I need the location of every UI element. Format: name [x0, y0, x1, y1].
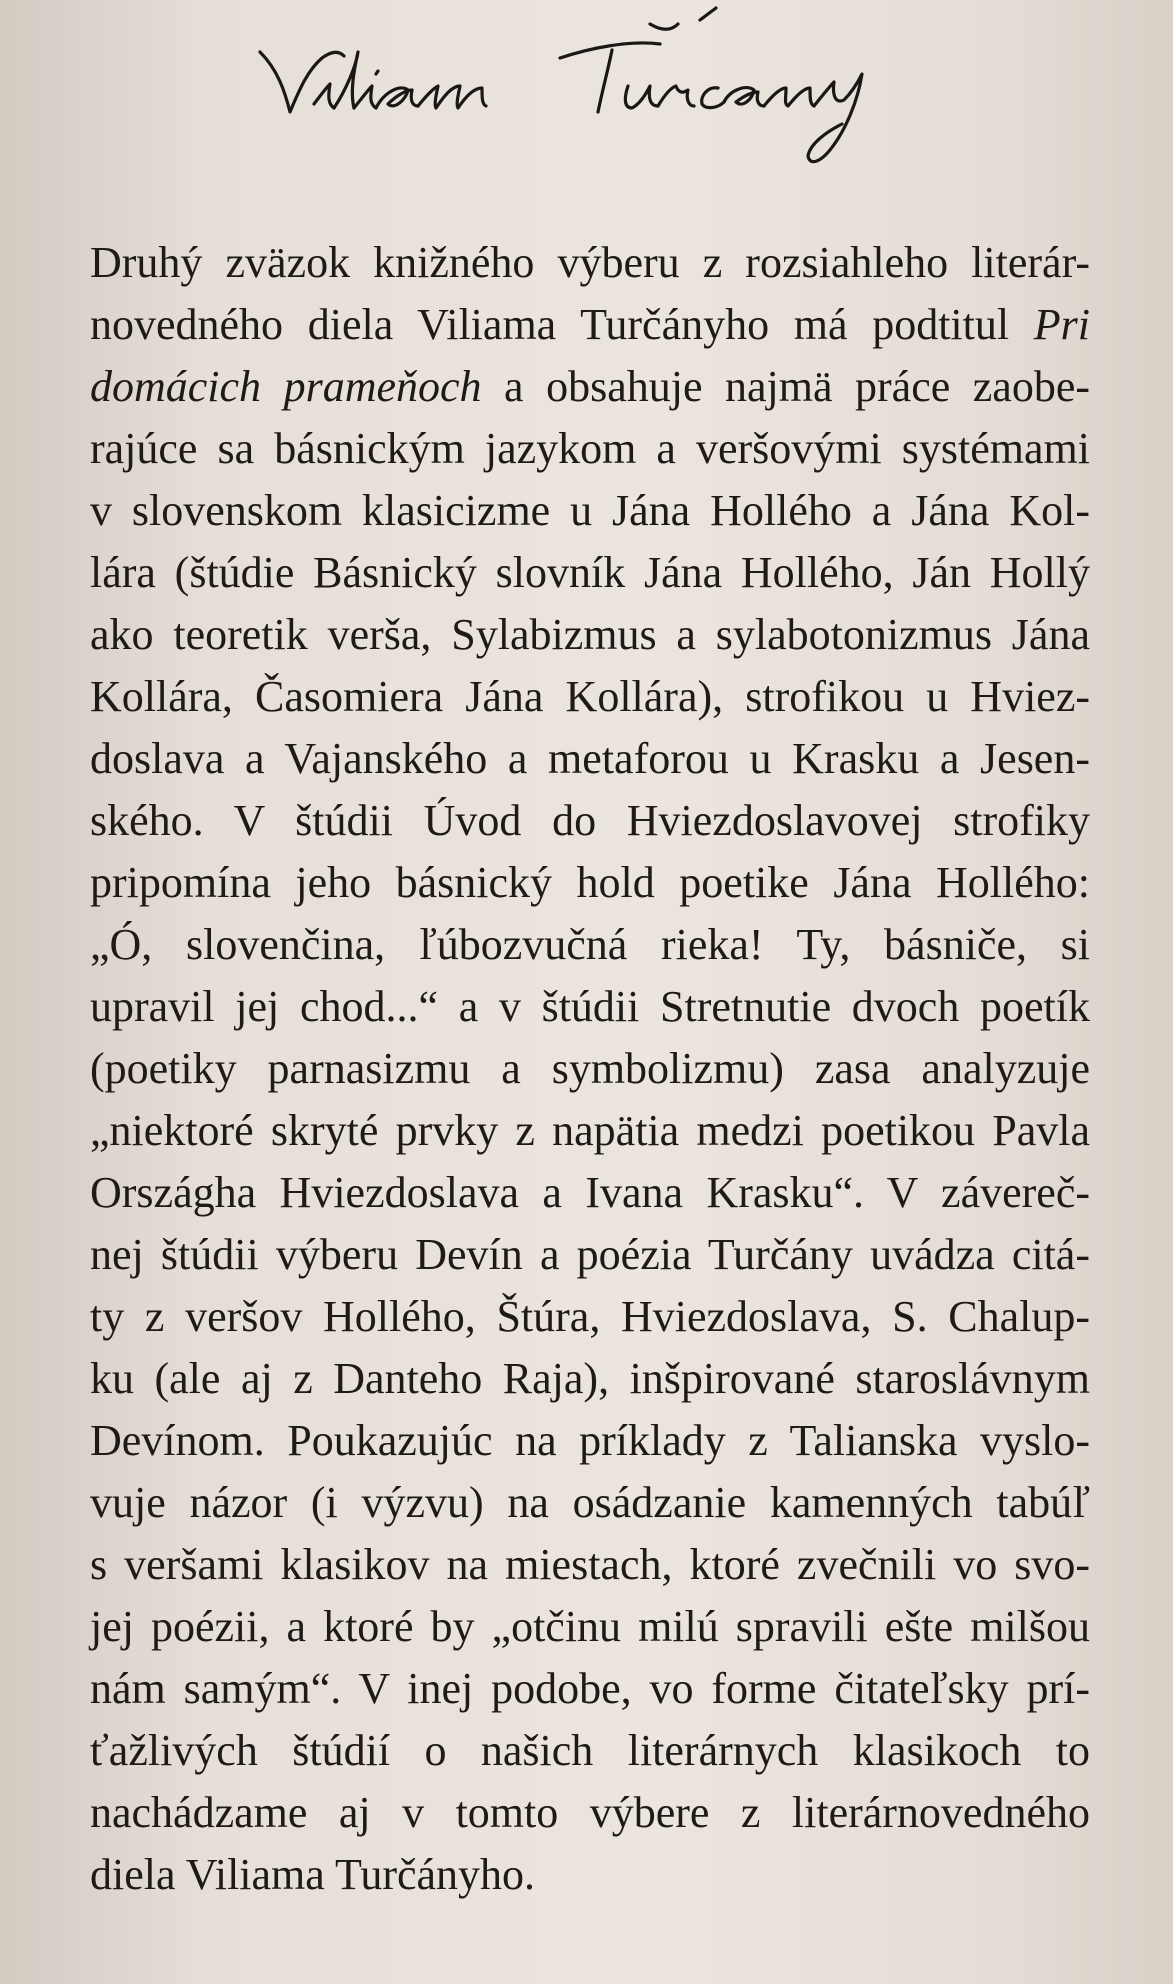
body-paragraph — [90, 232, 1090, 1906]
text-line-24: nám samým“. V inej podobe, vo forme čitateľsky prí- — [90, 1664, 1090, 1713]
text-line-7: ako teoretik verša, Sylabizmus a sylabotonizmus Jána — [90, 610, 1090, 659]
text-line-11: pripomína jeho básnický hold poetike Jána Hollého: — [90, 858, 1090, 907]
text-line-16: Országha Hviezdoslava a Ivana Krasku“. V závereč- — [90, 1168, 1090, 1217]
text-line-6: lára (štúdie Básnický slovník Jána Hollého, Ján Hollý — [90, 548, 1090, 597]
text-line-15: „niektoré skryté prvky z napätia medzi poetikou Pavla — [90, 1106, 1090, 1155]
text-line-5: v slovenskom klasicizme u Jána Hollého a Jána Kol- — [90, 486, 1090, 535]
text-line-17: nej štúdii výberu Devín a poézia Turčány uvádza citá- — [90, 1230, 1090, 1279]
text-line-26: nachádzame aj v tomto výbere z literárnovedného — [90, 1788, 1090, 1837]
text-line-23: jej poézii, a ktoré by „otčinu milú spravili ešte milšou — [90, 1602, 1090, 1651]
text-line-21: vuje názor (i výzvu) na osádzanie kamenných tabúľ — [90, 1478, 1090, 1527]
text-line-4: rajúce sa básnickým jazykom a veršovými systémami — [90, 424, 1090, 473]
text-line-19: ku (ale aj z Danteho Raja), inšpirované staroslávnym — [90, 1354, 1090, 1403]
text-line-22: s veršami klasikov na miestach, ktoré zvečnili vo svo- — [90, 1540, 1090, 1589]
text-line-10: ského. V štúdii Úvod do Hviezdoslavovej strofiky — [90, 796, 1090, 845]
signature-drawing — [230, 0, 990, 200]
text-line-3-plain: a obsahuje najmä práce zaobe- — [481, 362, 1090, 411]
text-line-25: ťažlivých štúdií o našich literárnych klasikoch to — [90, 1726, 1090, 1775]
text-line-27: diela Viliama Turčányho. — [90, 1850, 536, 1899]
subtitle-italic-part-2: domácich prameňoch — [90, 362, 482, 411]
text-line-9: doslava a Vajanského a metaforou u Krasku a Jesen- — [90, 734, 1090, 783]
text-line-12: „Ó, slovenčina, ľúbozvučná rieka! Ty, básniče, si — [90, 920, 1090, 969]
author-signature — [230, 0, 990, 200]
text-line-20: Devínom. Poukazujúc na príklady z Talianska vyslo- — [90, 1416, 1090, 1465]
text-line-13: upravil jej chod...“ a v štúdii Stretnutie dvoch poetík — [90, 982, 1090, 1031]
text-line-1: Druhý zväzok knižného výberu z rozsiahleho literár- — [90, 238, 1090, 287]
text-line-2 — [90, 294, 1090, 356]
subtitle-italic-part-1: Pri — [1033, 300, 1090, 349]
text-line-3 — [90, 356, 1090, 418]
text-line-2-plain: novedného diela Viliama Turčányho má podtitul — [90, 300, 1034, 349]
text-line-8: Kollára, Časomiera Jána Kollára), strofikou u Hviez- — [90, 672, 1090, 721]
text-line-18: ty z veršov Hollého, Štúra, Hviezdoslava, S. Chalup- — [90, 1292, 1090, 1341]
text-line-14: (poetiky parnasizmu a symbolizmu) zasa analyzuje — [90, 1044, 1090, 1093]
